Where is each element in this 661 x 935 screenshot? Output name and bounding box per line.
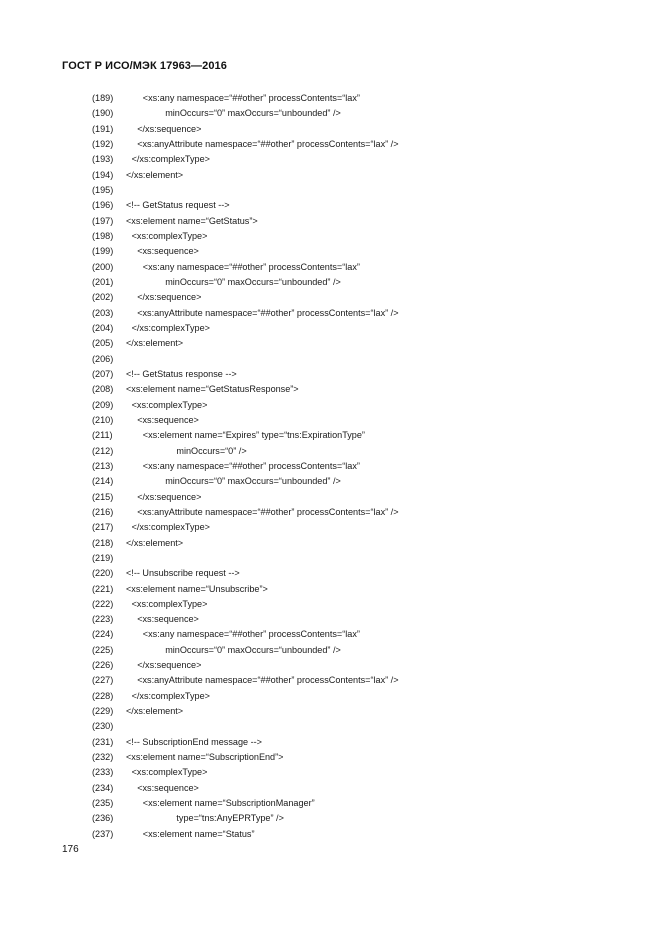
code-line <box>92 658 612 673</box>
line-code: <xs:any namespace=“##other” processContents=“lax” <box>142 629 360 640</box>
line-number: (190) <box>92 108 114 119</box>
line-number: (229) <box>92 706 114 717</box>
line-code: </xs:element> <box>126 169 184 180</box>
code-line <box>92 582 612 597</box>
line-code: <xs:sequence> <box>137 414 199 425</box>
line-code: minOccurs=“0” maxOccurs=“unbounded” /> <box>165 108 341 119</box>
line-number: (232) <box>92 752 114 763</box>
code-line <box>92 91 612 106</box>
code-line <box>92 336 612 351</box>
line-number: (207) <box>92 368 114 379</box>
line-code: minOccurs=“0” maxOccurs=“unbounded” /> <box>165 476 341 487</box>
line-number: (221) <box>92 583 114 594</box>
line-code: <!-- SubscriptionEnd message --> <box>126 736 262 747</box>
line-number: (234) <box>92 782 114 793</box>
line-number: (224) <box>92 629 114 640</box>
code-line <box>92 612 612 627</box>
line-code: minOccurs=“0” maxOccurs=“unbounded” /> <box>165 644 341 655</box>
line-number: (201) <box>92 276 114 287</box>
code-line <box>92 244 612 259</box>
line-number: (204) <box>92 322 114 333</box>
line-code: <xs:element name=“Status” <box>142 828 255 839</box>
line-number: (235) <box>92 798 114 809</box>
code-line <box>92 827 612 842</box>
line-code: </xs:complexType> <box>131 690 210 701</box>
line-number: (198) <box>92 230 114 241</box>
line-number: (231) <box>92 736 114 747</box>
line-number: (214) <box>92 476 114 487</box>
code-line <box>92 719 612 734</box>
line-code: </xs:sequence> <box>137 491 202 502</box>
code-line <box>92 321 612 336</box>
line-number: (210) <box>92 414 114 425</box>
line-code: <xs:element name=“Expires” type=“tns:ExpirationType” <box>142 430 365 441</box>
line-number: (195) <box>92 184 114 195</box>
line-code: <xs:element name=“SubscriptionManager” <box>142 798 315 809</box>
code-line <box>92 796 612 811</box>
line-code: <xs:element name=“Unsubscribe”> <box>126 583 268 594</box>
code-line <box>92 627 612 642</box>
code-line <box>92 352 612 367</box>
line-number: (216) <box>92 506 114 517</box>
code-line <box>92 765 612 780</box>
line-code: <xs:sequence> <box>137 782 199 793</box>
line-number: (218) <box>92 537 114 548</box>
line-number: (193) <box>92 154 114 165</box>
line-code: <xs:complexType> <box>131 399 208 410</box>
code-line <box>92 382 612 397</box>
code-line <box>92 183 612 198</box>
code-line <box>92 444 612 459</box>
line-code: minOccurs=“0” /> <box>176 445 247 456</box>
code-line <box>92 306 612 321</box>
line-number: (219) <box>92 552 114 563</box>
line-code: </xs:sequence> <box>137 123 202 134</box>
line-code: <!-- GetStatus request --> <box>126 200 230 211</box>
line-number: (215) <box>92 491 114 502</box>
code-line <box>92 643 612 658</box>
line-code: <xs:anyAttribute namespace=“##other” processContents=“lax” /> <box>137 506 399 517</box>
line-code: <!-- Unsubscribe request --> <box>126 568 240 579</box>
line-code: <xs:complexType> <box>131 598 208 609</box>
line-code: <xs:element name=“GetStatusResponse”> <box>126 384 299 395</box>
code-line <box>92 137 612 152</box>
code-line <box>92 290 612 305</box>
code-line <box>92 106 612 121</box>
line-code: type=“tns:AnyEPRType” /> <box>176 813 284 824</box>
line-code: </xs:sequence> <box>137 292 202 303</box>
line-number: (199) <box>92 246 114 257</box>
line-number: (189) <box>92 93 114 103</box>
line-number: (194) <box>92 169 114 180</box>
code-line <box>92 474 612 489</box>
line-code: </xs:element> <box>126 537 184 548</box>
line-code: </xs:element> <box>126 338 184 349</box>
line-code: <xs:anyAttribute namespace=“##other” processContents=“lax” /> <box>137 307 399 318</box>
code-line <box>92 811 612 826</box>
line-number: (212) <box>92 445 114 456</box>
line-code: <!-- GetStatus response --> <box>126 368 237 379</box>
code-line <box>92 367 612 382</box>
line-number: (202) <box>92 292 114 303</box>
code-line <box>92 673 612 688</box>
line-number: (220) <box>92 568 114 579</box>
line-code: </xs:sequence> <box>137 660 202 671</box>
code-line <box>92 505 612 520</box>
code-line <box>92 490 612 505</box>
line-code: <xs:any namespace=“##other” processContents=“lax” <box>142 261 360 272</box>
line-number: (213) <box>92 460 114 471</box>
line-code: <xs:any namespace=“##other” processContents=“lax” <box>142 93 360 103</box>
line-code: <xs:complexType> <box>131 230 208 241</box>
code-line <box>92 275 612 290</box>
code-line <box>92 781 612 796</box>
line-code: <xs:element name=“SubscriptionEnd”> <box>126 752 284 763</box>
line-code: </xs:complexType> <box>131 154 210 165</box>
line-number: (237) <box>92 828 114 839</box>
line-code: minOccurs=“0” maxOccurs=“unbounded” /> <box>165 276 341 287</box>
code-line <box>92 413 612 428</box>
line-code: </xs:element> <box>126 706 184 717</box>
line-code: <xs:element name=“GetStatus”> <box>126 215 258 226</box>
code-listing <box>92 91 612 842</box>
code-line <box>92 122 612 137</box>
code-line <box>92 689 612 704</box>
line-number: (206) <box>92 353 114 364</box>
line-number: (211) <box>92 430 113 441</box>
line-code: <xs:any namespace=“##other” processContents=“lax” <box>142 460 360 471</box>
line-number: (192) <box>92 138 114 149</box>
code-line <box>92 428 612 443</box>
code-line <box>92 597 612 612</box>
code-line <box>92 551 612 566</box>
code-line <box>92 459 612 474</box>
line-code: <xs:anyAttribute namespace=“##other” processContents=“lax” /> <box>137 138 399 149</box>
line-number: (233) <box>92 767 114 778</box>
line-code: <xs:anyAttribute namespace=“##other” processContents=“lax” /> <box>137 675 399 686</box>
line-number: (226) <box>92 660 114 671</box>
code-line <box>92 704 612 719</box>
line-number: (205) <box>92 338 114 349</box>
line-number: (223) <box>92 614 114 625</box>
code-line <box>92 536 612 551</box>
line-number: (197) <box>92 215 114 226</box>
line-number: (191) <box>92 123 114 134</box>
code-line <box>92 214 612 229</box>
code-line <box>92 735 612 750</box>
line-number: (208) <box>92 384 114 395</box>
line-number: (225) <box>92 644 114 655</box>
code-line <box>92 750 612 765</box>
line-number: (228) <box>92 690 114 701</box>
line-number: (200) <box>92 261 114 272</box>
code-line <box>92 152 612 167</box>
line-number: (236) <box>92 813 114 824</box>
line-number: (203) <box>92 307 114 318</box>
code-line <box>92 566 612 581</box>
code-line <box>92 229 612 244</box>
code-line <box>92 260 612 275</box>
line-number: (209) <box>92 399 114 410</box>
code-line <box>92 520 612 535</box>
line-number: (230) <box>92 721 114 732</box>
line-number: (222) <box>92 598 114 609</box>
code-line <box>92 168 612 183</box>
line-code: </xs:complexType> <box>131 522 210 533</box>
line-code: </xs:complexType> <box>131 322 210 333</box>
line-number: (196) <box>92 200 114 211</box>
code-line <box>92 198 612 213</box>
line-number: (217) <box>92 522 114 533</box>
page-header-title: ГОСТ Р ИСО/МЭК 17963—2016 <box>62 60 227 72</box>
page-number: 176 <box>62 844 79 855</box>
line-number: (227) <box>92 675 114 686</box>
line-code: <xs:sequence> <box>137 614 199 625</box>
code-line <box>92 398 612 413</box>
line-code: <xs:sequence> <box>137 246 199 257</box>
line-code: <xs:complexType> <box>131 767 208 778</box>
